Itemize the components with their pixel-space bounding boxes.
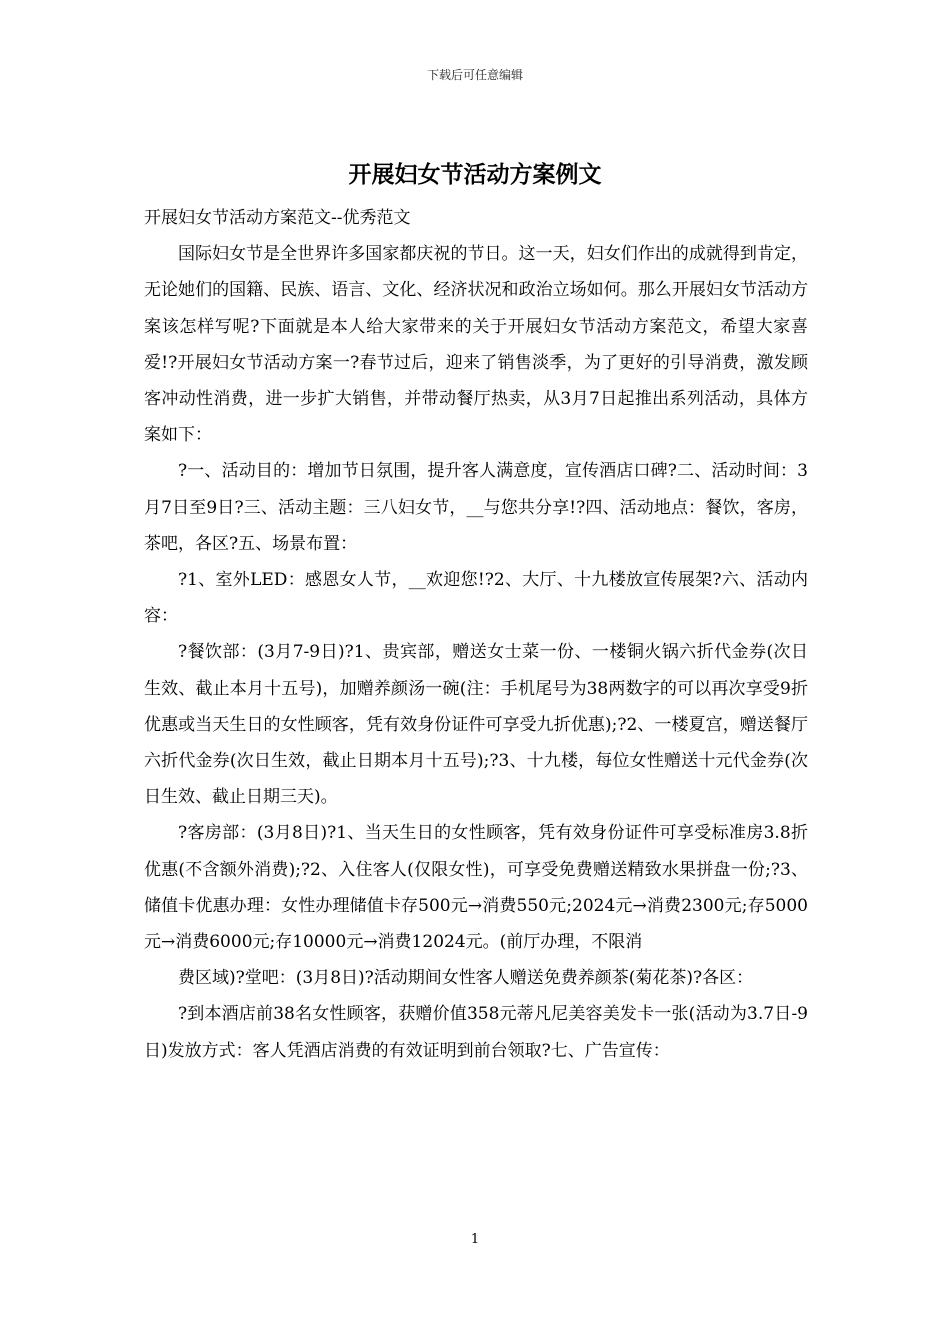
body-paragraph-teahouse: 费区域)?堂吧：(3月8日)?活动期间女性客人赠送免费养颜茶(菊花茶)?各区： — [178, 968, 754, 989]
document-body — [144, 200, 808, 1069]
body-paragraph-dining: ?餐饮部：(3月7-9日)?1、贵宾部，赠送女士菜一份、一楼铜火锅六折代金券(次日生效、截止本月十五号)，加赠养颜汤一碗(注：手机尾号为38两数字的可以再次享受9折优惠或当天生日的女性顾客，凭有效身份证件可享受九折优惠);?2、一楼夏宫，赠送餐厅六折代金券(次日生效，截止日期本月十五号);?3、十九楼，每位女性赠送十元代金券(次日生效、截止日期三天)。 — [144, 642, 808, 808]
header-note: 下载后可任意编辑 — [426, 68, 523, 82]
body-paragraph-rooms: ?客房部：(3月8日)?1、当天生日的女性顾客，凭有效身份证件可享受标准房3.8折优惠(不含额外消费);?2、入住客人(仅限女性)，可享受免费赠送精致水果拼盘一份;?3、储值卡优惠办理：女性办理储值卡存500元→消费550元;2024元→消费2300元;存5000元→消费6000元;存10000元→消费12024元。(前厅办理，不限消 — [144, 823, 808, 953]
body-paragraph-scene: ?1、室外LED：感恩女人节，__欢迎您!?2、大厅、十九楼放宣传展架?六、活动内容： — [144, 570, 808, 627]
subtitle-paragraph: 开展妇女节活动方案范文--优秀范文 — [144, 208, 411, 228]
page-number: 1 — [470, 1232, 480, 1247]
document-title: 开展妇女节活动方案例文 — [348, 162, 602, 188]
body-paragraph-intro: 国际妇女节是全世界许多国家都庆祝的节日。这一天，妇女们作出的成就得到肯定，无论她们的国籍、民族、语言、文化、经济状况和政治立场如何。那么开展妇女节活动方案该怎样写呢?下面就是本人给大家带来的关于开展妇女节活动方案范文，希望大家喜爱!?开展妇女节活动方案一?春节过后，迎来了销售淡季，为了更好的引导消费，激发顾客冲动性消费，进一步扩大销售，并带动餐厅热卖，从3月7日起推出系列活动，具体方案如下： — [144, 244, 808, 446]
body-paragraph-gift: ?到本酒店前38名女性顾客，获赠价值358元蒂凡尼美容美发卡一张(活动为3.7日-9日)发放方式：客人凭酒店消费的有效证明到前台领取?七、广告宣传： — [144, 1004, 808, 1061]
body-paragraph-goals: ?一、活动目的：增加节日氛围，提升客人满意度，宣传酒店口碑?二、活动时间：3月7日至9日?三、活动主题：三八妇女节，__与您共分享!?四、活动地点：餐饮，客房，茶吧，各区?五、场景布置： — [144, 461, 808, 554]
